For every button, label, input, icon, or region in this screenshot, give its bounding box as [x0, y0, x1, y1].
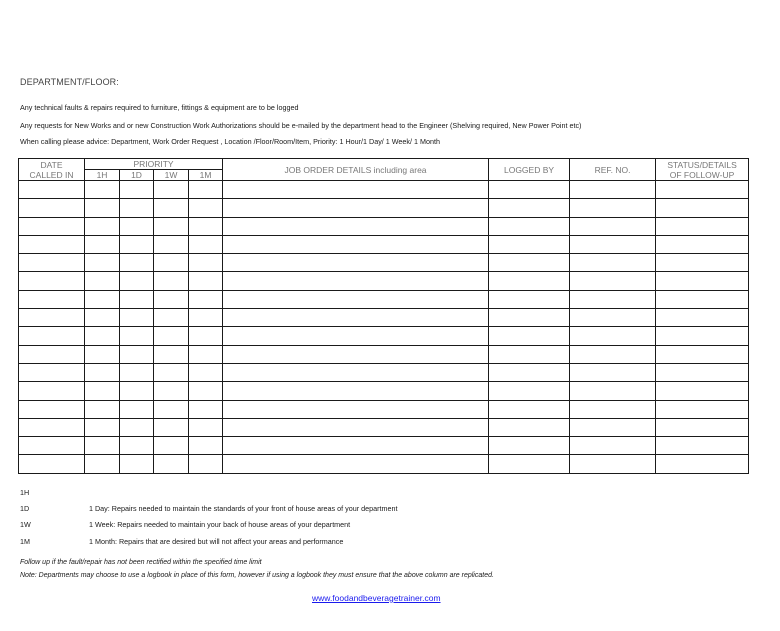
table-cell[interactable]: [120, 254, 154, 272]
table-cell[interactable]: [489, 235, 570, 253]
table-cell[interactable]: [223, 400, 489, 418]
table-cell[interactable]: [19, 254, 85, 272]
table-cell[interactable]: [489, 363, 570, 381]
legend-text-1d: 1 Day: Repairs needed to maintain the standards of your front of house areas of your department: [89, 504, 398, 513]
instruction-line-3: When calling please advice: Department, Work Order Request , Location /Floor/Room/Item, Priority: 1 Hour/1 Day/ 1 Week/ 1 Month: [20, 137, 440, 146]
table-cell[interactable]: [19, 327, 85, 345]
table-cell[interactable]: [120, 418, 154, 436]
table-cell[interactable]: [85, 345, 120, 363]
table-cell[interactable]: [120, 455, 154, 473]
instruction-line-2: Any requests for New Works and or new Construction Work Authorizations should be e-mailed by the department head to the Engineer (Shelving required, New Power Point etc): [20, 121, 582, 130]
table-cell[interactable]: [154, 400, 189, 418]
table-cell[interactable]: [189, 217, 223, 235]
table-row: [19, 455, 749, 473]
table-cell[interactable]: [489, 272, 570, 290]
table-cell[interactable]: [19, 418, 85, 436]
table-cell[interactable]: [120, 290, 154, 308]
table-cell[interactable]: [656, 181, 749, 199]
table-cell[interactable]: [570, 290, 656, 308]
table-cell[interactable]: [85, 400, 120, 418]
table-cell[interactable]: [120, 235, 154, 253]
table-cell[interactable]: [19, 181, 85, 199]
table-row: [19, 363, 749, 381]
table-cell[interactable]: [19, 309, 85, 327]
table-cell[interactable]: [223, 327, 489, 345]
col-header-1h: 1H: [85, 170, 120, 181]
department-floor-label: DEPARTMENT/FLOOR:: [20, 77, 119, 87]
table-row: [19, 400, 749, 418]
table-row: [19, 290, 749, 308]
table-cell[interactable]: [189, 181, 223, 199]
table-cell[interactable]: [489, 400, 570, 418]
table-cell[interactable]: [85, 382, 120, 400]
table-cell[interactable]: [120, 400, 154, 418]
table-cell[interactable]: [189, 400, 223, 418]
table-cell[interactable]: [223, 290, 489, 308]
table-cell[interactable]: [154, 382, 189, 400]
table-cell[interactable]: [19, 345, 85, 363]
table-cell[interactable]: [154, 418, 189, 436]
col-header-priority: PRIORITY: [85, 159, 223, 170]
table-cell[interactable]: [19, 382, 85, 400]
table-cell[interactable]: [189, 290, 223, 308]
table-cell[interactable]: [489, 345, 570, 363]
table-cell[interactable]: [85, 217, 120, 235]
table-cell[interactable]: [489, 290, 570, 308]
website-link[interactable]: www.foodandbeveragetrainer.com: [312, 593, 441, 603]
table-row: [19, 181, 749, 199]
table-cell[interactable]: [489, 254, 570, 272]
table-cell[interactable]: [120, 272, 154, 290]
table-cell[interactable]: [120, 217, 154, 235]
job-order-table: [18, 158, 749, 474]
table-cell[interactable]: [570, 199, 656, 217]
table-cell[interactable]: [656, 363, 749, 381]
table-cell[interactable]: [85, 272, 120, 290]
table-cell[interactable]: [223, 199, 489, 217]
table-cell[interactable]: [656, 455, 749, 473]
table-cell[interactable]: [120, 382, 154, 400]
instruction-line-1: Any technical faults & repairs required to furniture, fittings & equipment are to be logged: [20, 103, 299, 112]
table-cell[interactable]: [489, 455, 570, 473]
legend-text-1w: 1 Week: Repairs needed to maintain your back of house areas of your department: [89, 520, 351, 529]
table-cell[interactable]: [223, 418, 489, 436]
table-cell[interactable]: [85, 327, 120, 345]
table-cell[interactable]: [154, 327, 189, 345]
table-cell[interactable]: [189, 272, 223, 290]
table-cell[interactable]: [19, 217, 85, 235]
col-header-details: JOB ORDER DETAILS including area: [223, 159, 489, 181]
table-row: [19, 345, 749, 363]
table-cell[interactable]: [489, 382, 570, 400]
table-cell[interactable]: [656, 199, 749, 217]
legend-text-1m: 1 Month: Repairs that are desired but will not affect your areas and performance: [89, 537, 344, 546]
table-cell[interactable]: [85, 363, 120, 381]
table-cell[interactable]: [154, 199, 189, 217]
table-cell[interactable]: [489, 418, 570, 436]
table-cell[interactable]: [189, 327, 223, 345]
legend-code-1m: 1M: [20, 537, 30, 546]
table-cell[interactable]: [189, 363, 223, 381]
table-cell[interactable]: [223, 235, 489, 253]
table-cell[interactable]: [154, 217, 189, 235]
table-cell[interactable]: [656, 400, 749, 418]
table-cell[interactable]: [120, 363, 154, 381]
table-cell[interactable]: [154, 181, 189, 199]
table-cell[interactable]: [189, 345, 223, 363]
table-row: [19, 272, 749, 290]
table-cell[interactable]: [85, 455, 120, 473]
table-cell[interactable]: [154, 309, 189, 327]
table-cell[interactable]: [223, 382, 489, 400]
table-cell[interactable]: [85, 235, 120, 253]
table-cell[interactable]: [120, 181, 154, 199]
table-cell[interactable]: [189, 309, 223, 327]
table-cell[interactable]: [154, 455, 189, 473]
table-cell[interactable]: [489, 199, 570, 217]
col-header-ref-no: REF. NO.: [570, 159, 656, 181]
legend-code-1h: 1H: [20, 488, 30, 497]
table-cell[interactable]: [154, 254, 189, 272]
table-cell[interactable]: [656, 235, 749, 253]
table-cell[interactable]: [656, 290, 749, 308]
table-cell[interactable]: [656, 418, 749, 436]
table-cell[interactable]: [656, 437, 749, 455]
table-cell[interactable]: [570, 363, 656, 381]
table-cell[interactable]: [154, 272, 189, 290]
table-cell[interactable]: [189, 235, 223, 253]
table-cell[interactable]: [85, 199, 120, 217]
table-row: [19, 327, 749, 345]
table-cell[interactable]: [154, 235, 189, 253]
table-row: [19, 254, 749, 272]
table-cell[interactable]: [189, 254, 223, 272]
table-cell[interactable]: [489, 181, 570, 199]
table-cell[interactable]: [570, 437, 656, 455]
table-cell[interactable]: [656, 327, 749, 345]
table-cell[interactable]: [85, 309, 120, 327]
table-row: [19, 437, 749, 455]
table-cell[interactable]: [120, 437, 154, 455]
table-row: [19, 382, 749, 400]
table-cell[interactable]: [189, 199, 223, 217]
table-cell[interactable]: [223, 272, 489, 290]
follow-up-note: Follow up if the fault/repair has not been rectified within the specified time limit: [20, 559, 262, 566]
table-cell[interactable]: [570, 345, 656, 363]
table-body: [19, 181, 749, 474]
table-cell[interactable]: [570, 327, 656, 345]
col-header-1w: 1W: [154, 170, 189, 181]
table-cell[interactable]: [19, 199, 85, 217]
table-cell[interactable]: [19, 437, 85, 455]
table-cell[interactable]: [19, 272, 85, 290]
table-cell[interactable]: [120, 309, 154, 327]
table-cell[interactable]: [570, 254, 656, 272]
table-cell[interactable]: [120, 345, 154, 363]
table-cell[interactable]: [189, 418, 223, 436]
table-row: [19, 235, 749, 253]
table-cell[interactable]: [656, 382, 749, 400]
table-cell[interactable]: [189, 437, 223, 455]
logbook-note: Note: Departments may choose to use a logbook in place of this form, however if using a logbook they must ensure that the above column are replicated.: [20, 572, 494, 579]
col-header-logged-by: LOGGED BY: [489, 159, 570, 181]
table-row: [19, 217, 749, 235]
table-cell[interactable]: [223, 455, 489, 473]
table-cell[interactable]: [85, 418, 120, 436]
table-cell[interactable]: [223, 345, 489, 363]
table-cell[interactable]: [19, 400, 85, 418]
table-cell[interactable]: [570, 272, 656, 290]
col-header-1d: 1D: [120, 170, 154, 181]
table-cell[interactable]: [19, 290, 85, 308]
col-header-date: DATE CALLED IN: [19, 159, 85, 181]
table-cell[interactable]: [223, 309, 489, 327]
table-cell[interactable]: [570, 418, 656, 436]
table-cell[interactable]: [223, 181, 489, 199]
table-cell[interactable]: [85, 181, 120, 199]
table-cell[interactable]: [223, 437, 489, 455]
table-cell[interactable]: [223, 217, 489, 235]
table-cell[interactable]: [489, 217, 570, 235]
table-cell[interactable]: [223, 254, 489, 272]
table-cell[interactable]: [489, 327, 570, 345]
col-header-status: STATUS/DETAILS OF FOLLOW-UP: [656, 159, 749, 181]
table-cell[interactable]: [19, 235, 85, 253]
table-cell[interactable]: [570, 400, 656, 418]
table-cell[interactable]: [19, 455, 85, 473]
table-cell[interactable]: [154, 437, 189, 455]
table-cell[interactable]: [154, 363, 189, 381]
table-cell[interactable]: [85, 290, 120, 308]
table-cell[interactable]: [570, 309, 656, 327]
table-cell[interactable]: [85, 254, 120, 272]
table-row: [19, 309, 749, 327]
table-cell[interactable]: [489, 437, 570, 455]
table-cell[interactable]: [223, 363, 489, 381]
table-cell[interactable]: [489, 309, 570, 327]
table-cell[interactable]: [570, 455, 656, 473]
table-cell[interactable]: [189, 455, 223, 473]
col-header-1m: 1M: [189, 170, 223, 181]
table-cell[interactable]: [656, 254, 749, 272]
table-cell[interactable]: [85, 437, 120, 455]
table-cell[interactable]: [656, 272, 749, 290]
table-cell[interactable]: [120, 327, 154, 345]
table-cell[interactable]: [570, 217, 656, 235]
table-cell[interactable]: [570, 235, 656, 253]
table-row: [19, 418, 749, 436]
table-row: [19, 199, 749, 217]
table-cell[interactable]: [154, 290, 189, 308]
legend-code-1d: 1D: [20, 504, 30, 513]
table-cell[interactable]: [154, 345, 189, 363]
table-cell[interactable]: [656, 345, 749, 363]
table-cell[interactable]: [656, 309, 749, 327]
table-cell[interactable]: [120, 199, 154, 217]
table-cell[interactable]: [570, 181, 656, 199]
legend-code-1w: 1W: [20, 520, 31, 529]
table-cell[interactable]: [656, 217, 749, 235]
table-cell[interactable]: [189, 382, 223, 400]
table-cell[interactable]: [19, 363, 85, 381]
table-cell[interactable]: [570, 382, 656, 400]
